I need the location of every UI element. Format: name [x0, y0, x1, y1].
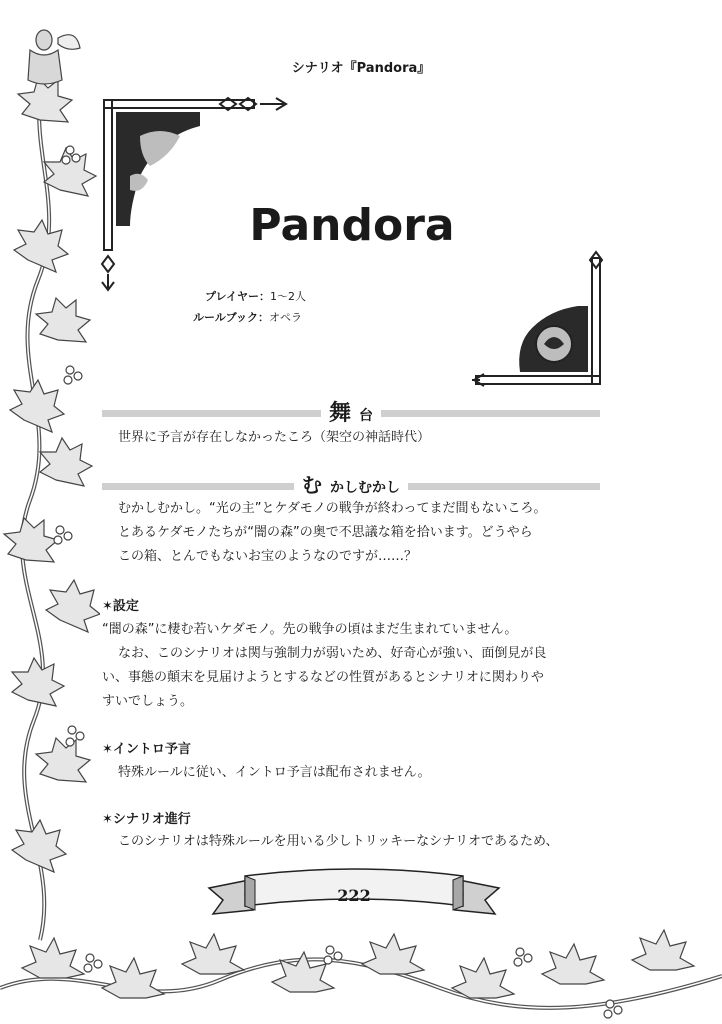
intro-heading: ✶イントロ予言 — [102, 742, 191, 757]
stage-text: 世界に予言が存在しなかったころ（架空の神話時代） — [118, 430, 431, 445]
players-line — [205, 288, 306, 304]
section-heading-mukashi — [102, 469, 600, 497]
text-line: むかしむかし。“光の主”とケダモノの戦争が終わってまだ間もないころ。 — [118, 501, 547, 516]
heading-small-chars: 台 — [355, 405, 377, 425]
settings-text — [102, 618, 602, 714]
progress-text: このシナリオは特殊ルールを用いる少しトリッキーなシナリオであるため、 — [118, 834, 559, 849]
progress-heading: ✶シナリオ進行 — [102, 812, 191, 827]
running-header: シナリオ『Pandora』 — [291, 61, 431, 76]
players-value: 1〜2人 — [270, 290, 307, 303]
players-label: プレイヤー： — [205, 290, 271, 303]
rulebook-label: ルールブック： — [193, 311, 270, 324]
ivy-vine-border-left — [0, 0, 100, 1024]
heading-big-char: 舞 — [325, 396, 355, 427]
heading-small-chars: かしむかし — [326, 477, 404, 497]
ornate-corner-top-left — [100, 96, 290, 292]
section-heading-stage — [102, 396, 600, 424]
text-line: い、事態の顛末を見届けようとするなどの性質があるとシナリオに関わりや — [102, 670, 544, 685]
text-line: すいでしょう。 — [102, 694, 194, 709]
settings-heading: ✶設定 — [102, 599, 139, 614]
rulebook-value: オペラ — [269, 311, 303, 324]
heading-big-char: む — [298, 469, 326, 498]
rulebook-line — [193, 309, 302, 325]
text-line: とあるケダモノたちが“闇の森”の奥で不思議な箱を拾います。どうやら — [118, 525, 533, 540]
text-line: この箱、とんでもないお宝のようなのですが……？ — [118, 549, 418, 564]
page-number: 222 — [337, 886, 371, 905]
mukashi-text — [102, 497, 602, 569]
text-line: “闇の森”に棲む若いケダモノ。先の戦争の頃はまだ生まれていません。 — [102, 622, 518, 637]
intro-text: 特殊ルールに従い、イントロ予言は配布されません。 — [118, 765, 431, 780]
ornate-corner-bottom-right — [470, 248, 604, 392]
page-title: Pandora — [249, 200, 455, 251]
text-line: なお、このシナリオは関与強制力が弱いため、好奇心が強い、面倒見が良 — [118, 646, 547, 661]
ivy-vine-border-bottom — [0, 918, 722, 1024]
